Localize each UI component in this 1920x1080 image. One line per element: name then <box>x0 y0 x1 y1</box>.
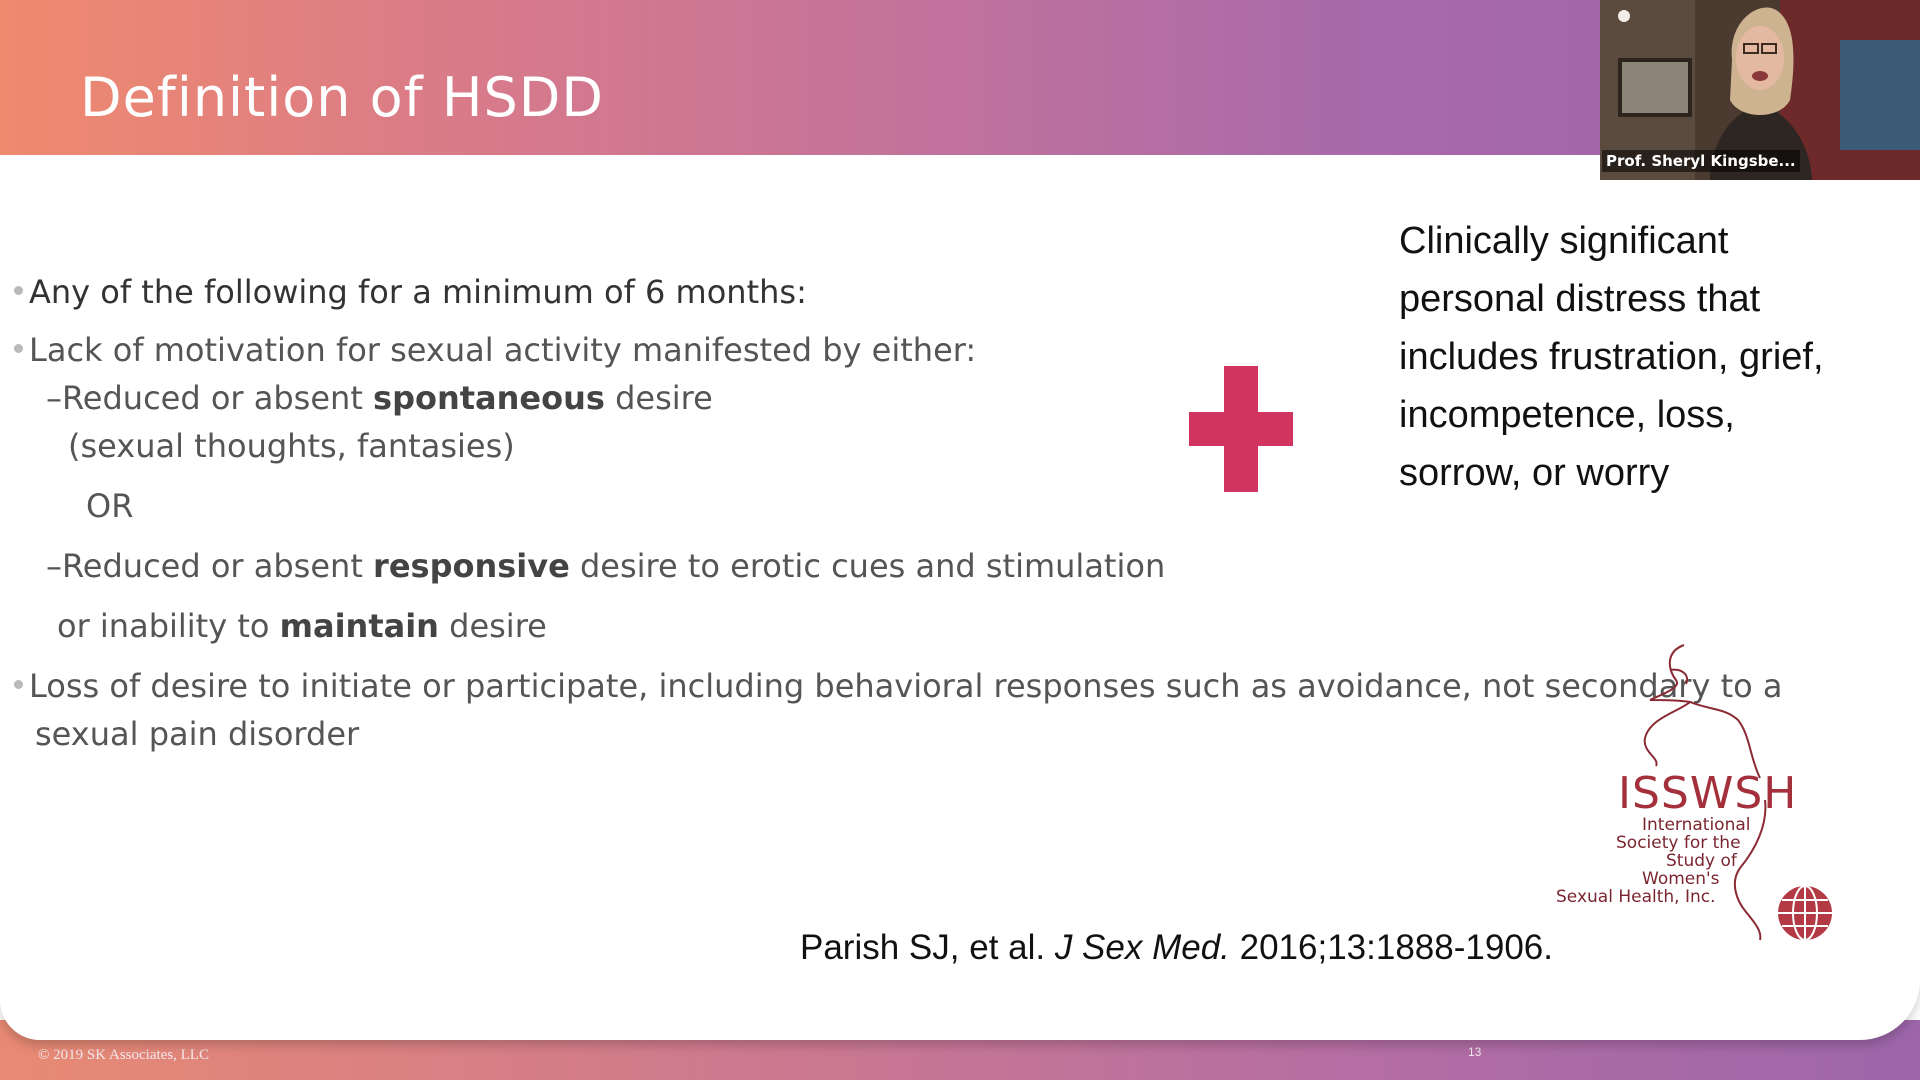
logo-acronym: ISSWSH <box>1618 768 1798 819</box>
logo-text-line: International <box>1642 815 1751 835</box>
plus-horizontal-bar <box>1189 412 1293 446</box>
bullet-item-loss-of-desire-cont: sexual pain disorder <box>35 715 360 753</box>
isswsh-logo <box>1550 640 1870 960</box>
sub-bullet-spontaneous: –Reduced or absent spontaneous desire <box>46 379 713 417</box>
distress-line: personal distress that <box>1399 278 1761 320</box>
distress-line: Clinically significant <box>1399 220 1729 262</box>
distress-line: incompetence, loss, <box>1399 394 1735 436</box>
bullet-item-loss-of-desire: Loss of desire to initiate or participate, including behavioral responses such as avoidance, not secondary to a <box>14 662 1782 710</box>
or-separator: OR <box>86 487 134 525</box>
distress-criterion <box>1399 212 1899 502</box>
bullet-dot-icon <box>14 344 23 353</box>
plus-icon <box>1189 366 1293 492</box>
logo-text-line: Study of <box>1666 851 1737 871</box>
bullet-item-lack-of-motivation: Lack of motivation for sexual activity manifested by either: <box>14 326 976 374</box>
bullet-item-duration: Any of the following for a minimum of 6 months: <box>14 268 807 316</box>
slide-title: Definition of HSDD <box>80 66 604 129</box>
logo-text-line: Sexual Health, Inc. <box>1556 887 1716 907</box>
webcam-video-tile[interactable] <box>1600 0 1920 180</box>
copyright-text: © 2019 SK Associates, LLC <box>38 1047 209 1063</box>
sub-bullet-maintain: or inability to maintain desire <box>57 607 547 645</box>
bullet-dot-icon <box>14 286 23 295</box>
distress-line: sorrow, or worry <box>1399 452 1670 494</box>
citation: Parish SJ, et al. J Sex Med. 2016;13:1888-1906. <box>800 928 1553 967</box>
slide-page-number: 13 <box>1468 1045 1482 1059</box>
distress-line: includes frustration, grief, <box>1399 336 1824 378</box>
logo-text-line: Society for the <box>1616 833 1741 853</box>
logo-text-line: Women's <box>1642 869 1720 889</box>
bullet-dot-icon <box>14 680 23 689</box>
participant-name-label: Prof. Sheryl Kingsbe... <box>1602 150 1800 172</box>
sub-bullet-responsive: –Reduced or absent responsive desire to erotic cues and stimulation <box>46 547 1166 585</box>
sub-bullet-spontaneous-examples: (sexual thoughts, fantasies) <box>68 427 515 465</box>
